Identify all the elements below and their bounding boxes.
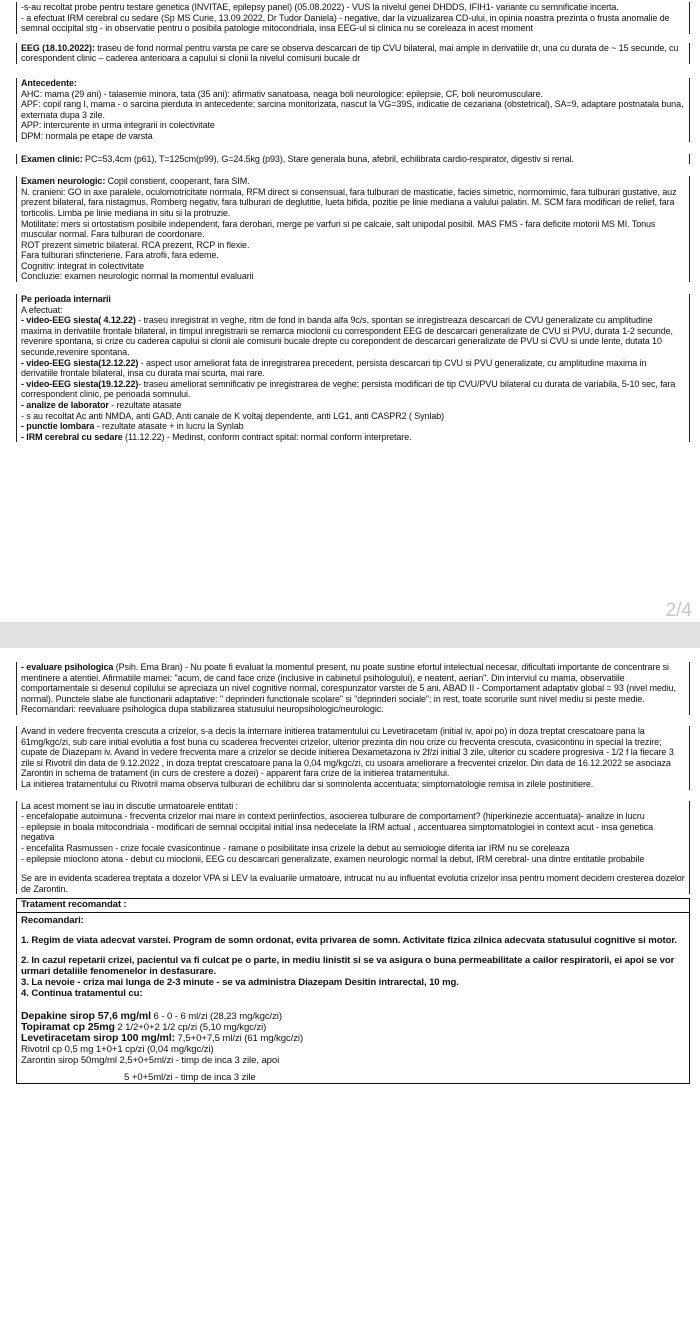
sfincter-line: Fara tulburari sfincteriene. Fara atrofii, fara edeme.: [21, 250, 219, 261]
med-depakine-dose: 6 - 0 - 6 ml/zi (28,23 mg/kgc/zi): [150, 1010, 282, 1022]
med-levetiracetam-dose: 7,5+0+7,5 ml/zi (61 mg/kgc/zi): [174, 1032, 304, 1044]
entitate-mitocondriala: - epilepsie in boala mitocondriala - modificari de semnal occipital initial insa nedecelate la IRM actual , accentuarea simptomatologiei in context acut - insa genetica negativa: [21, 821, 654, 843]
examen-neuro-title: Examen neurologic:: [21, 176, 106, 187]
document-page-2: [0, 0, 700, 622]
dpm-line: DPM: normala pe etape de varsta: [21, 130, 153, 141]
med-topiramat-dose: 2 1/2+0+2 1/2 cp/zi (5,10 mg/kgc/zi): [114, 1021, 267, 1033]
rivotril-note: La initierea tratamentului cu Rivotril mama observa tulburari de echilibru dar si somnolenta accentuata; simptomatologie remisa in zilele postinitiere.: [21, 778, 594, 789]
veeg1-label: - video-EEG siesta( 4.12.22): [21, 315, 136, 326]
recomandari-section: [17, 915, 689, 1083]
eeg-label: EEG (18.10.2022):: [21, 42, 95, 53]
internare-title: Pe perioada internarii: [21, 294, 111, 305]
motilitate-line: Motilitate: mers si ortostatism posibile independent, fara derobari, merge pe varfuri si pe calcaie, salt unipodal posibil. MAS FMS - fara deficite motorii MS MI. Tonus muscular normal. Fara tulburari de coordonare.: [21, 218, 656, 240]
genetic-test-line: -s-au recoltat probe pentru testare genetica (INVITAE, epilepsy panel) (05.08.2022) - VUS la nivelul genei DHDDS, IFIH1- variante cu semnificatie incerta.: [21, 2, 619, 12]
zarontin-next-step: 5 +0+5ml/zi - timp de inca 3 zile: [124, 1071, 256, 1083]
punctie-label: - punctie lombara: [21, 421, 95, 432]
med-levetiracetam: [21, 1033, 685, 1044]
lab-text: - rezultate atasate: [108, 400, 182, 410]
recomandare-2: 2. In cazul repetarii crizei, pacientul va fi culcat pe o parte, in mediu linistit si se va asigura o buna permeabilitate a cailor respiratorii, ei apoi se vor urmari detaliile fenomenelor in desfasurare.: [21, 954, 675, 977]
psiho-block: [16, 662, 690, 715]
entitate-mioclono-atona: - epilepsie mioclono atona - debut cu mioclonii, EEG cu descarcari generalizate, examen neurologic normal la debut, IRM cerebral- una dintre entitatile probabile: [21, 853, 645, 864]
tratament-paragraph: Avand in vedere frecventa crescuta a crizelor, s-a decis la internare initierea tratamentului cu Levetiracetam (initial iv, apoi po) in doza treptat crescatoare pana la 61mg/kgc/zi, sub care initial evolutia a fost buna cu scaderea frecventei crizelor, ulterior prezinta din nou crize cu frecventa crescuta, cvasicontinu in special la trezire; cupate de Diazepam iv. Avand in vedere frecventa mare a crizelor se decide initierea Dexametazona iv 2f/zi initial 3 zile, ulterior cu scadere progresiva - 1/2 f la fiecare 3 zile si Rivotril din data de 9.12.2022 , in doza treptat crescatoare pana la 0,04 mg/kgc/zi, cu usoara ameliorare a frecventei crizelor. Din data de 16.12.2022 se asociaza Zarontin in schema de tratament (in curs de crestere a dozei) - apparent fara crize de la initierea tratamentului.: [21, 725, 674, 779]
antecedente-block: [16, 78, 690, 142]
recomandare-3: 3. La nevoie - criza mai lunga de 2-3 minute - se va administra Diazepam Desitin intrarectal, 10 mg.: [21, 976, 459, 988]
efectuat-label: A efectuat:: [21, 304, 63, 315]
examen-neurologic-block: [16, 176, 690, 282]
antibody-line: - s au recoltat Ac anti NMDA, anti GAD, Anti canale de K voltaj dependente, anti LG1, anti CASPR2 ( Synlab): [21, 410, 445, 421]
med-levetiracetam-name: Levetiracetam sirop 100 mg/ml:: [21, 1031, 175, 1044]
psiho-text: (Psih. Ema Bran) - Nu poate fi evaluat la momentul present, nu poate sustine efortul intelectual necesar, dificultati importante de concentrare si mentinere a atentiei. Afirmatiile mamei: "acum, de cand face crize (inclusive in cabinetul psihologului), e neatent, aerian". Din interviul cu mama, observatiile comportamentale si desenul copilului se apreciaza un nivel cognitive normal, corespunzator varstei de 5 ani. ABAD II - Comportament adaptativ global = 93 (nivel mediu, normal). Punctele slabe ale functionarii adaptative: " deprinderi functionale scolare" si "deprinderi sociale"; in rest, toate scorurile sunt nivel mediu si peste medie. Recomandari: reevaluare psihologica dupa stabilizarea statusului neuropsihologic/neurologic.: [21, 662, 676, 715]
ahc-line: AHC: mama (29 ani) - talasemie minora, tata (35 ani): afirmativ sanatoasa, neaga boli neurologice: epilepsie, CF, boli neuromusculare.: [21, 88, 543, 99]
med-depakine-name: Depakine sirop 57,6 mg/ml: [21, 1009, 151, 1022]
med-zarontin: [21, 1055, 685, 1066]
recomandare-4: 4. Continua tratamentul cu:: [21, 987, 143, 999]
med-depakine: [21, 1011, 685, 1022]
tratament-evolutie-block: [16, 726, 690, 790]
irm-sedare-text: (11.12.22) - Medinst, conform contract spital: normal conform interpretare.: [122, 431, 412, 442]
examen-clinic-text: PC=53,4cm (p61), T=125cm(p99), G=24.5kg (p93), Stare generala buna, afebril, echilibrata cardio-respirator, digestiv si renal.: [82, 153, 574, 164]
examen-neuro-intro: Copil constient, cooperant, fara SIM.: [105, 176, 250, 187]
punctie-text: - rezultate atasate + in lucru la Synlab: [94, 421, 244, 432]
page-separator: [0, 622, 700, 648]
eeg-text: traseu de fond normal pentru varsta pe care se observa descarcari de tip CVU bilateral, mai ample in derivatiile dr, una cu durata de ~ 15 secunde, cu corespondent clinic – caderea anterioara a capului si clonii la nivelul comisurii bucale dr: [21, 42, 679, 64]
psiho-label: - evaluare psihologica: [21, 662, 114, 672]
entitate-rasmussen: - encefalita Rasmussen - crize focale cvasicontinue - ramane o posibilitate insa crizele la debut au semiologie diferita iar IRM nu se coreleaza: [21, 842, 570, 853]
examen-clinic-block: [16, 154, 690, 165]
entitate-autoimuna: - encefalopatie autoimuna - frecventa crizelor mai mare in context periinfectios, asocierea tulburare de comportament? (hiperkinezie accentuata)- analize in lucru: [21, 811, 645, 822]
page-number: 2/4: [665, 600, 692, 621]
internare-block: [16, 294, 690, 442]
concluzie-line: Concluzie: examen neurologic normal la momentul evaluarii: [21, 271, 254, 282]
cognitiv-line: Cognitiv: integrat in colectivitate: [21, 260, 145, 271]
antecedente-title: Antecedente:: [21, 77, 77, 88]
veeg2-text: - aspect usor ameliorat fata de inregistrarea precedent, persista descarcari tip CVU si PVU generalizate, cu amplitudine maxima in derivatiile frontale bilateral, insa cu durata mai scurta, mai rare.: [21, 357, 647, 379]
med-rivotril: [21, 1044, 685, 1055]
veeg3-text: - traseu ameliorat semnificativ pe inregistrarea de veghe; persista modificari de tip CVU/PVU bilateral cu durata de variabila, 5-10 sec, fara correspondent clinic, pe perioada somnului.: [21, 378, 676, 400]
app-line: APP: intercurente in urma integrarii in colectivitate: [21, 120, 215, 131]
irm-line: - a efectuat IRM cerebral cu sedare (Sp MS Curie, 13.09.2022, Dr Tudor Daniela) - negative, dar la vizualizarea CD-ului, in opinia noastra prezinta o frusta anomalie de semnal occipital stg - in observatie pentru o posibila patologie mitocondriala, insa EEG-ul si clinica nu se coreleaza in acest moment: [21, 12, 670, 34]
scadere-note: Se are in evidenta scaderea treptata a dozelor VPA si LEV la evaluarile urmatoare, intrucat nu au influentat evolutia crizelor insa pentru moment decidem cresterea dozelor de Zarontin.: [21, 873, 685, 894]
genetic-irm-block: [16, 2, 690, 34]
med-rivotril-name: Rivotril cp 0,5 mg 1+0+1 cp/zi (0,04 mg/kgc/zi): [21, 1043, 214, 1055]
irm-sedare-label: - IRM cerebral cu sedare: [21, 431, 123, 442]
page-3-text: [16, 662, 690, 1084]
document-page-3: [0, 648, 700, 1321]
diagnostic-discussion-block: [16, 801, 690, 895]
discutie-intro: La acest moment se iau in discutie urmatoarele entitati :: [21, 800, 238, 811]
veeg3-label: - video-EEG siesta(19.12.22): [21, 378, 139, 389]
veeg2-label: - video-EEG siesta(12.12.22): [21, 357, 139, 368]
med-zarontin-name: Zarontin sirop 50mg/ml 2,5+0+5ml/zi - timp de inca 3 zile, apoi: [21, 1054, 280, 1066]
recomandare-1: 1. Regim de viata adecvat varstei. Program de somn ordonat, evita privarea de somn. Activitate fizica zilnica adecvata statusului cognitive si motor.: [21, 934, 678, 946]
page-2-text: [16, 2, 690, 442]
tratament-recomandat-box: [16, 898, 690, 1084]
veeg1-text: - traseu inregistrat in veghe, ritm de fond in banda alfa 9c/s, spontan se inregistreaza descarcari de CVU generalizate cu amplitudine maxima in derivatiile frontale bilateral, in timpul inregistrarii se remarca mioclonii cu correspondent EEG de descarcari generalizate de CVU si PVU, durata 1-2 secunde, revenire spontana, si crize cu caderea capului si clonii ale comisurii bucale drepte cu corepondent de descarcari generalizate de PVU si CVU si unde lente, dutata 10 secunde,revenire spontana.: [21, 315, 673, 358]
tratament-header: Tratament recomandat :: [17, 899, 689, 913]
lab-label: - analize de laborator: [21, 400, 109, 410]
recomandari-header: Recomandari:: [21, 914, 84, 926]
examen-clinic-label: Examen clinic:: [21, 153, 83, 164]
eeg-block: [16, 43, 690, 64]
rot-line: ROT prezent simetric bilateral. RCA prezent, RCP in flexie.: [21, 239, 250, 250]
med-topiramat-name: Topiramat cp 25mg: [21, 1020, 115, 1033]
apf-line: APF: copil rang I, mama - o sarcina pierduta in antecedente; sarcina monitorizata, nascut la VG=39S, indicatie de cezariana (obstetrical), SA=9, adaptare postnatala buna, externata dupa 3 zile.: [21, 99, 684, 120]
nervi-cranieni-line: N. cranieni: GO in axe paralele, oculomotricitate normala, RFM direct si consensual, fara tulburari de masticatie, facies simetric, normomimic, fara tulburari gustative, auz prezent bilateral, fara nistagmus, Romberg negativ, fara tulburari de deglutitie, lueta bifida, pozitie pe linie mediana a valului palatin. M. SCM fara modificari de relief, fara torticolis. Limba pe linie mediana in situ si la protruzie.: [21, 186, 677, 218]
